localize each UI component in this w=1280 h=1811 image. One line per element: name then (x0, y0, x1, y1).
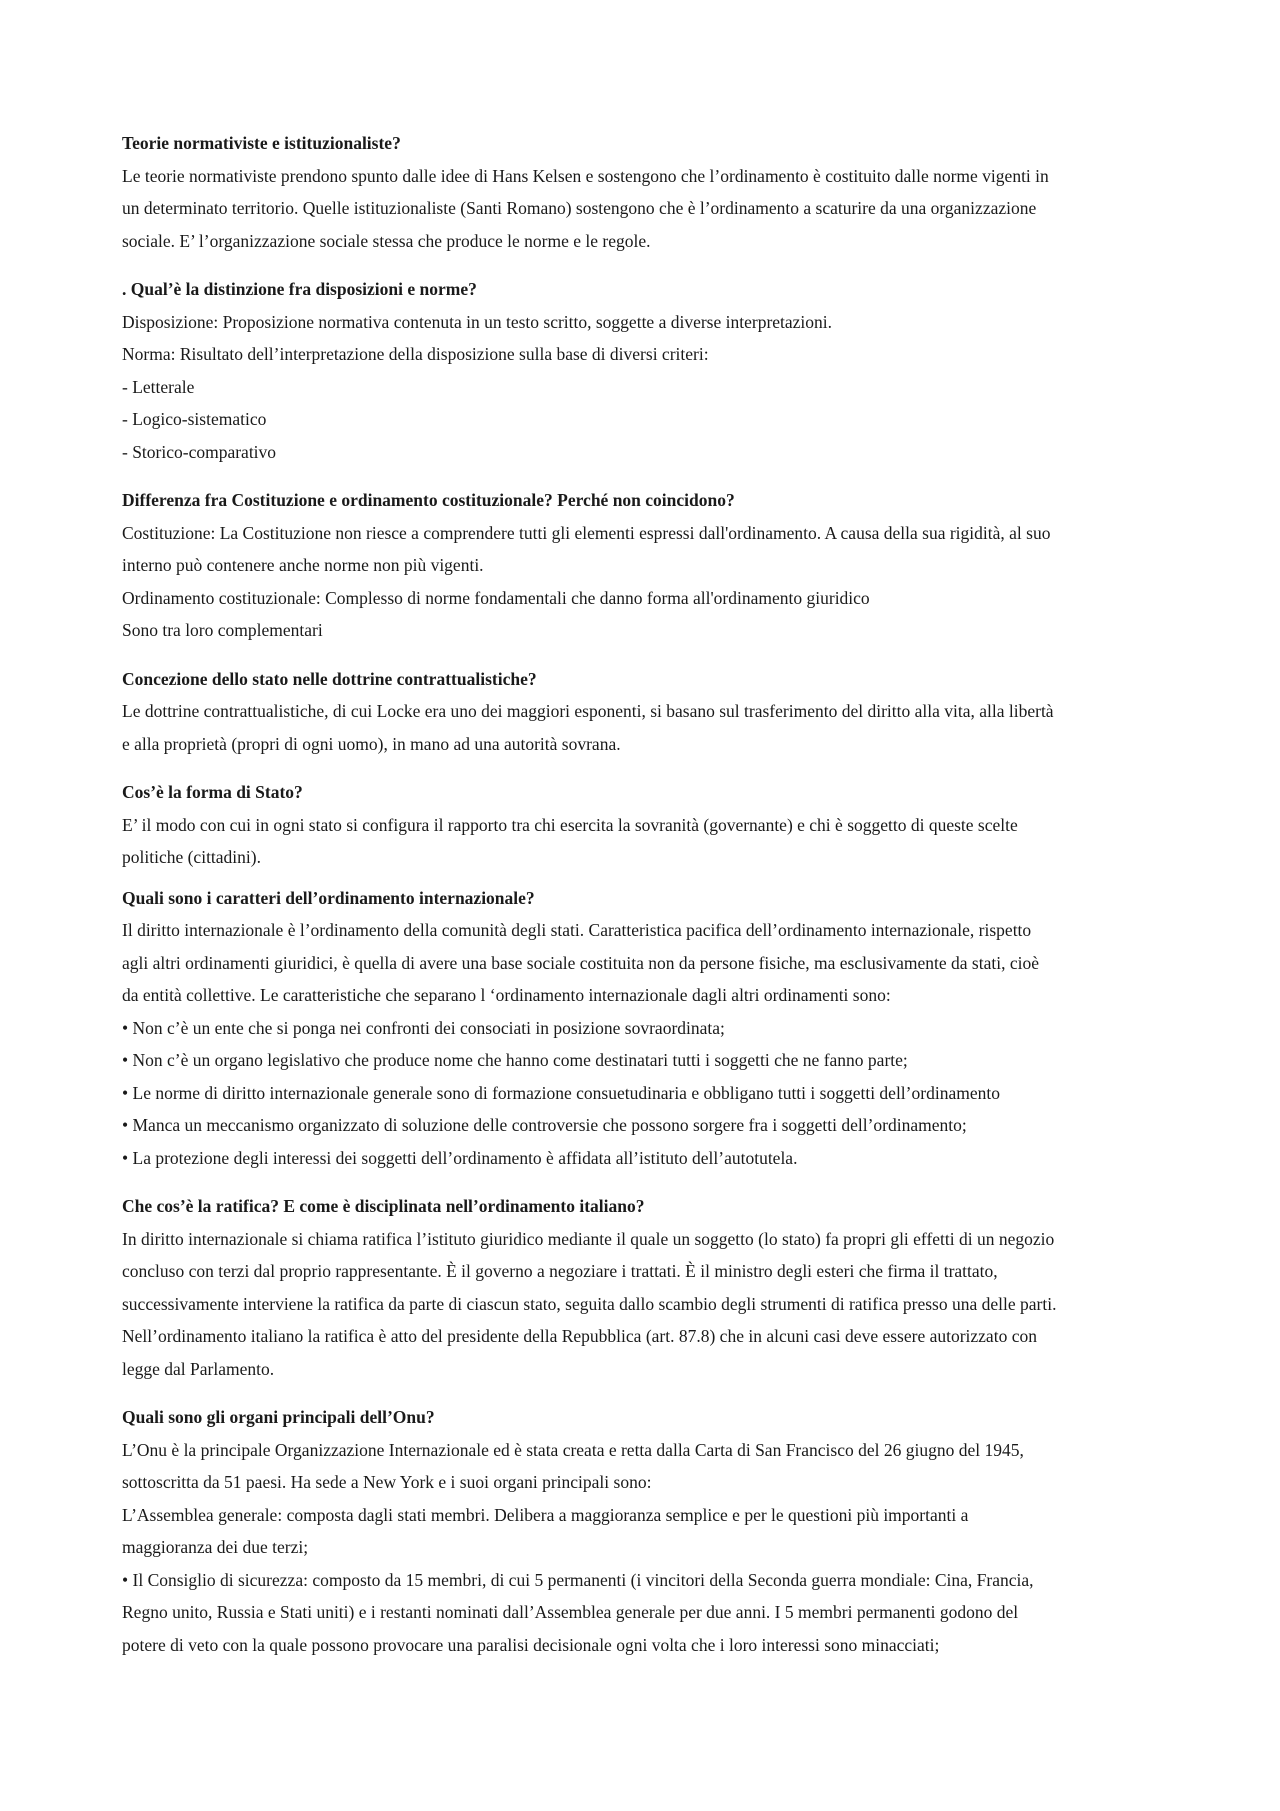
text-line: Regno unito, Russia e Stati uniti) e i restanti nominati dall’Assemblea generale per due anni. I 5 membri permanenti godono del (122, 1602, 1019, 1622)
section-contrattualistiche (122, 663, 1172, 761)
list-item: • Manca un meccanismo organizzato di soluzione delle controversie che possono sorgere fra i soggetti dell’ordinamento; (122, 1115, 967, 1135)
section-ratifica (122, 1190, 1172, 1385)
list-item: • Il Consiglio di sicurezza: composto da 15 membri, di cui 5 permanenti (i vincitori della Seconda guerra mondiale: Cina, Francia, (122, 1569, 1034, 1590)
list-item: - Storico-comparativo (122, 441, 277, 462)
list-item: - Letterale (122, 376, 195, 397)
section-heading: Quali sono i caratteri dell’ordinamento internazionale? (122, 887, 535, 908)
text-line: successivamente interviene la ratifica da parte di ciascun stato, seguita dallo scambio degli strumenti di ratifica presso una delle parti. (122, 1293, 1057, 1314)
text-line: concluso con terzi dal proprio rappresentante. È il governo a negoziare i trattati. È il ministro degli esteri che firma il trattato, (122, 1261, 998, 1281)
text-line: agli altri ordinamenti giuridici, è quella di avere una base sociale costituita non da persone fisiche, ma esclusivamente da stati, cioè (122, 952, 1039, 973)
section-disposizioni (122, 273, 1172, 468)
section-heading: Che cos’è la ratifica? E come è disciplinata nell’ordinamento italiano? (122, 1196, 645, 1216)
section-heading: Teorie normativiste e istituzionaliste? (122, 133, 401, 153)
section-teorie (122, 127, 1172, 257)
text-line: sociale. E’ l’organizzazione sociale stessa che produce le norme e le regole. (122, 230, 651, 251)
section-ordinamento-internazionale (122, 882, 1172, 1175)
text-line: Disposizione: Proposizione normativa contenuta in un testo scritto, soggette a diverse interpretazioni. (122, 311, 833, 332)
text-line: L’Onu è la principale Organizzazione Internazionale ed è stata creata e retta dalla Carta di San Francisco del 26 giugno del 1945, (122, 1439, 1024, 1460)
text-line: Costituzione: La Costituzione non riesce a comprendere tutti gli elementi espressi dall'ordinamento. A causa della sua rigidità, al suo (122, 522, 1051, 543)
section-heading: . Qual’è la distinzione fra disposizioni e norme? (122, 279, 477, 299)
list-item: • Non c’è un ente che si ponga nei confronti dei consociati in posizione sovraordinata; (122, 1017, 725, 1038)
section-forma-stato (122, 776, 1172, 874)
text-line: In diritto internazionale si chiama ratifica l’istituto giuridico mediante il quale un soggetto (lo stato) fa propri gli effetti di un negozio (122, 1228, 1055, 1249)
text-line: L’Assemblea generale: composta dagli stati membri. Delibera a maggioranza semplice e per le questioni più importanti a (122, 1504, 969, 1525)
document-page (122, 127, 1172, 1677)
section-onu (122, 1401, 1172, 1661)
section-heading: Concezione dello stato nelle dottrine contrattualistiche? (122, 668, 537, 689)
section-heading: Cos’è la forma di Stato? (122, 782, 303, 802)
text-line: Norma: Risultato dell’interpretazione della disposizione sulla base di diversi criteri: (122, 344, 709, 364)
text-line: potere di veto con la quale possono provocare una paralisi decisionale ogni volta che i loro interessi sono minacciati; (122, 1634, 940, 1655)
text-line: Le dottrine contrattualistiche, di cui Locke era uno dei maggiori esponenti, si basano sul trasferimento del diritto alla vita, alla libertà (122, 701, 1054, 721)
list-item: - Logico-sistematico (122, 409, 267, 429)
text-line: un determinato territorio. Quelle istituzionaliste (Santi Romano) sostengono che è l’ordinamento a scaturire da una organizzazione (122, 198, 1037, 218)
text-line: Nell’ordinamento italiano la ratifica è atto del presidente della Repubblica (art. 87.8) che in alcuni casi deve essere autorizzato con (122, 1326, 1037, 1346)
text-line: maggioranza dei due terzi; (122, 1537, 309, 1557)
text-line: E’ il modo con cui in ogni stato si configura il rapporto tra chi esercita la sovranità (governante) e chi è soggetto di queste scelte (122, 814, 1018, 835)
text-line: Ordinamento costituzionale: Complesso di norme fondamentali che danno forma all'ordinamento giuridico (122, 587, 870, 608)
text-line: da entità collettive. Le caratteristiche che separano l ‘ordinamento internazionale dagli altri ordinamenti sono: (122, 985, 891, 1005)
text-line: e alla proprietà (propri di ogni uomo), in mano ad una autorità sovrana. (122, 733, 621, 754)
section-heading: Quali sono gli organi principali dell’Onu? (122, 1407, 435, 1427)
list-item: • Non c’è un organo legislativo che produce nome che hanno come destinatari tutti i soggetti che ne fanno parte; (122, 1050, 908, 1070)
text-line: sottoscritta da 51 paesi. Ha sede a New York e i suoi organi principali sono: (122, 1472, 652, 1492)
text-line: Sono tra loro complementari (122, 620, 323, 640)
list-item: • La protezione degli interessi dei soggetti dell’ordinamento è affidata all’istituto dell’autotutela. (122, 1147, 798, 1168)
text-line: Il diritto internazionale è l’ordinamento della comunità degli stati. Caratteristica pacifica dell’ordinamento internazionale, rispetto (122, 920, 1032, 940)
text-line: Le teorie normativiste prendono spunto dalle idee di Hans Kelsen e sostengono che l’ordinamento è costituito dalle norme vigenti in (122, 165, 1049, 186)
list-item: • Le norme di diritto internazionale generale sono di formazione consuetudinaria e obbligano tutti i soggetti dell’ordinamento (122, 1082, 1000, 1103)
text-line: interno può contenere anche norme non più vigenti. (122, 555, 484, 575)
text-line: politiche (cittadini). (122, 847, 261, 867)
section-costituzione (122, 484, 1172, 647)
section-heading: Differenza fra Costituzione e ordinamento costituzionale? Perché non coincidono? (122, 490, 735, 510)
text-line: legge dal Parlamento. (122, 1358, 275, 1379)
